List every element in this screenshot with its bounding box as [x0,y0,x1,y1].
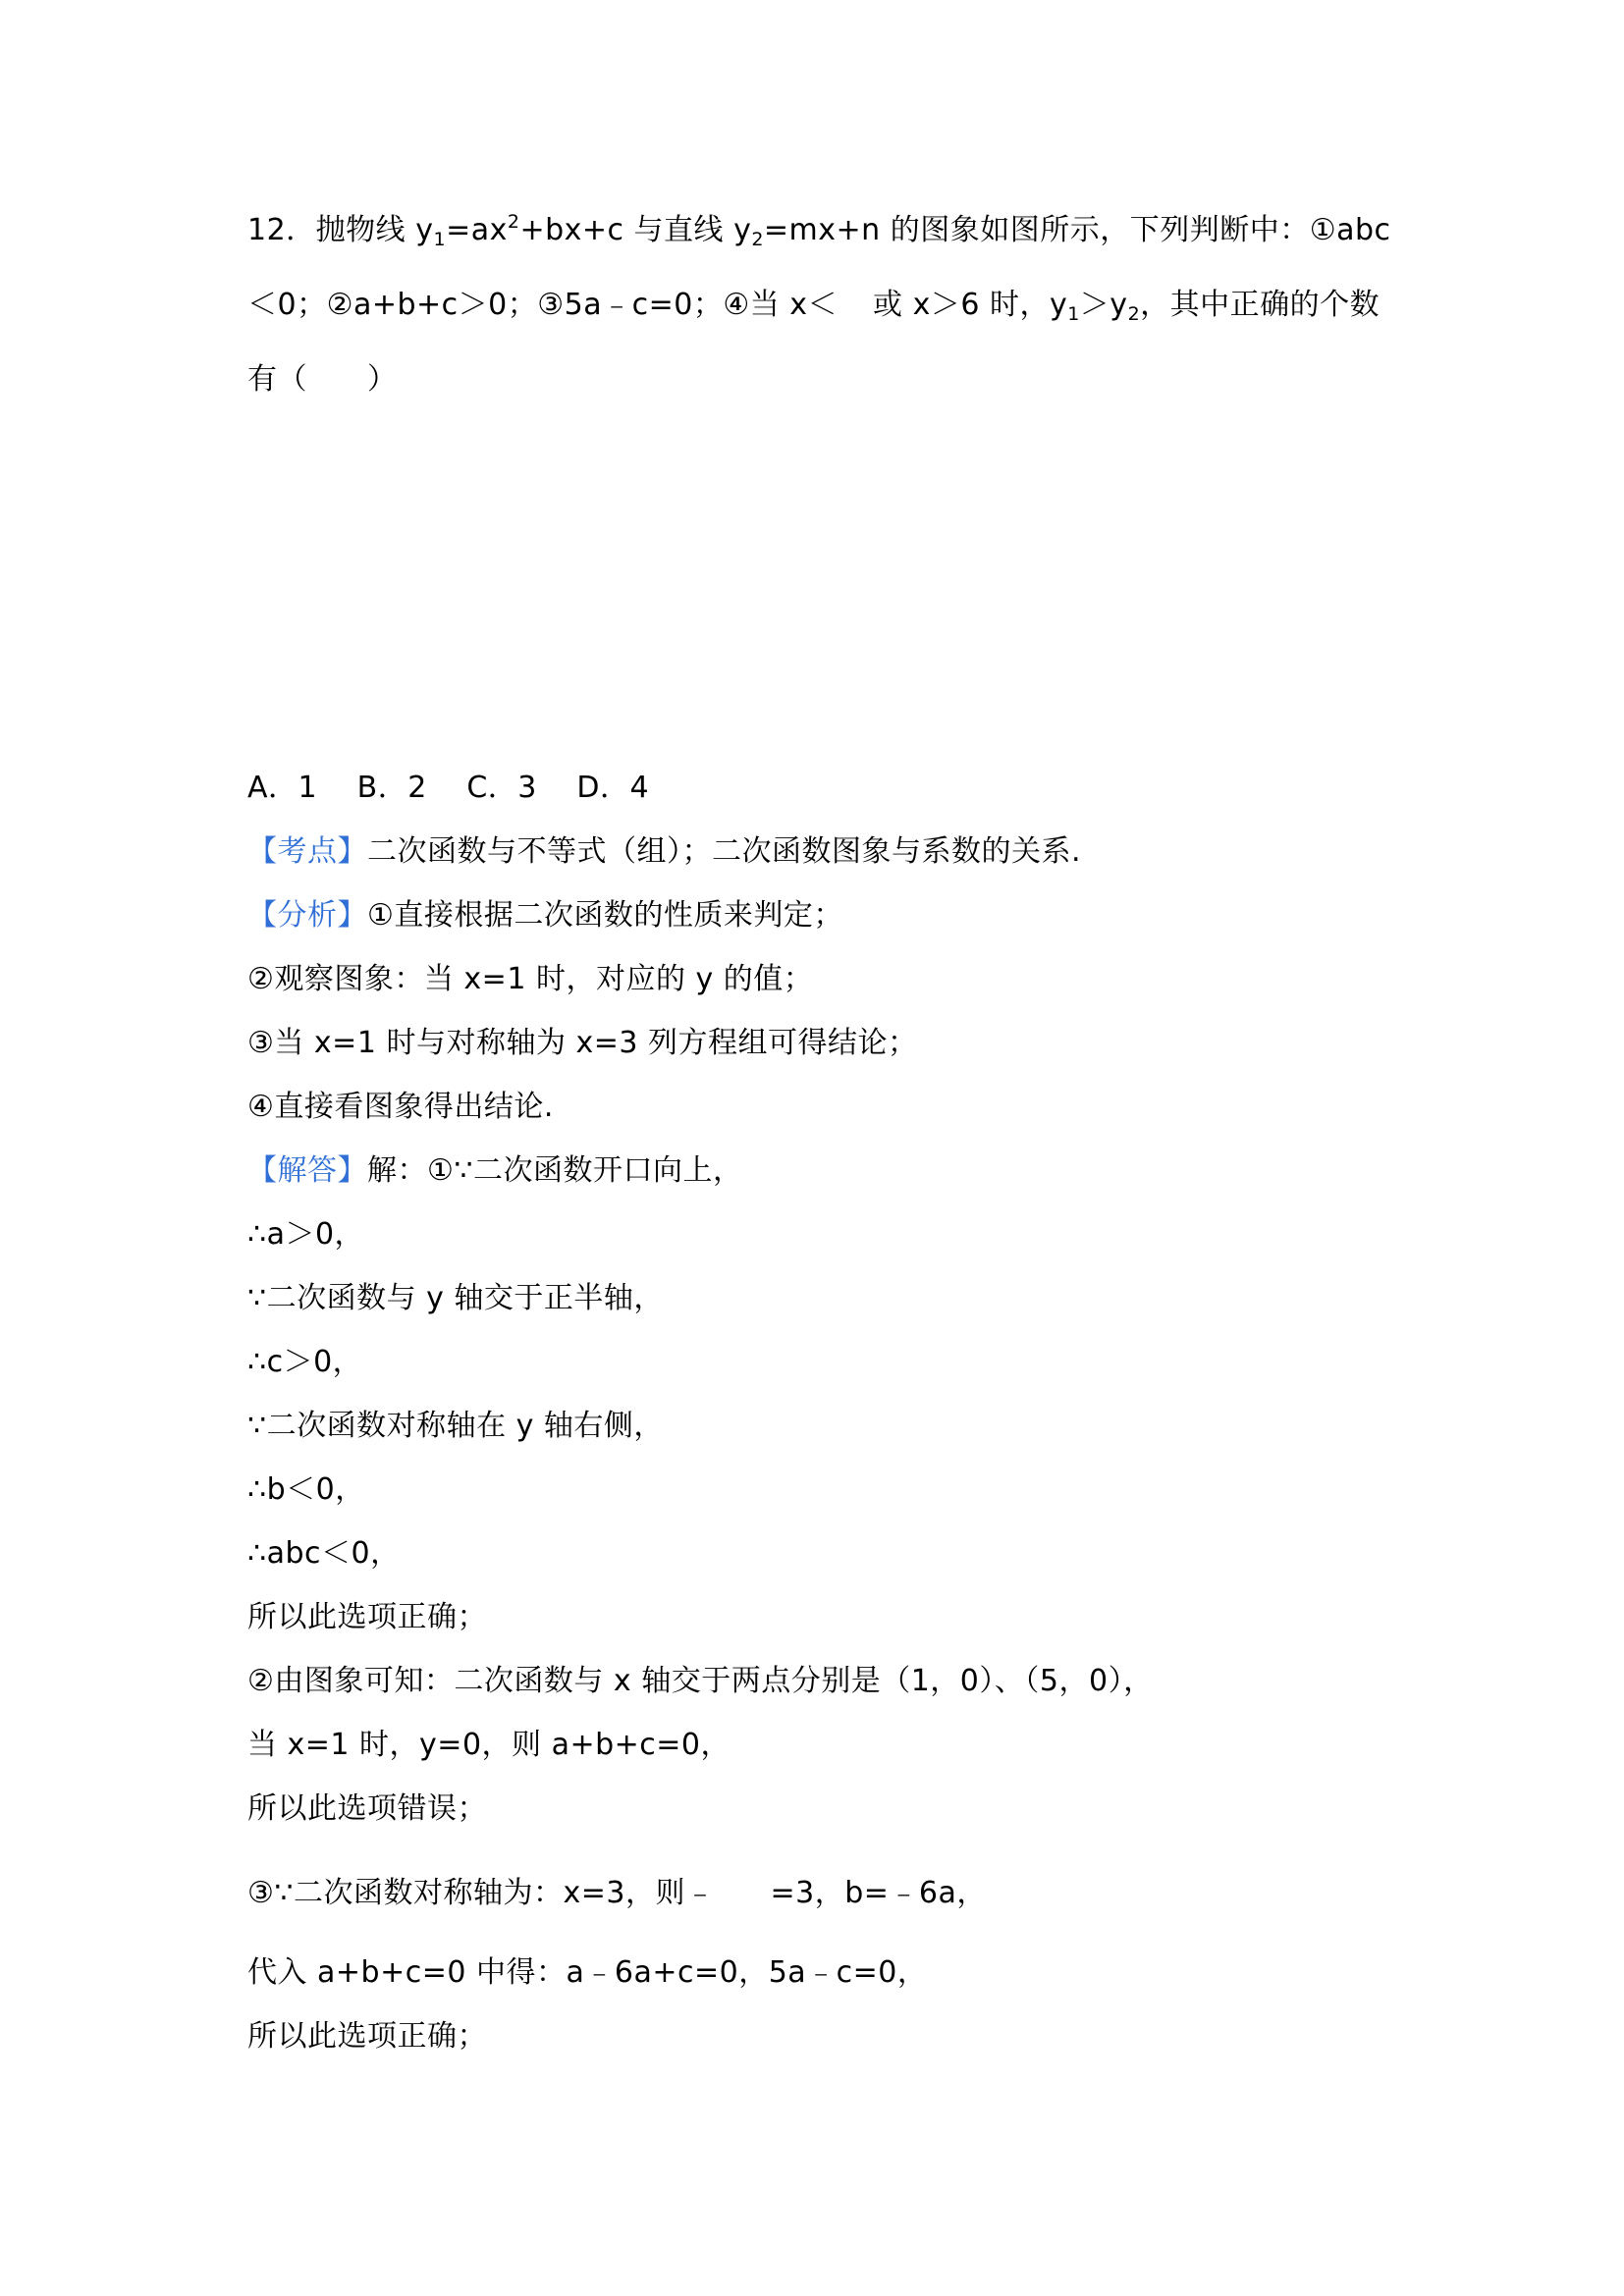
jieda-line-13: 代入 a+b+c=0 中得：a﹣6a+c=0，5a﹣c=0， [247,1955,928,1990]
jieda-text: ③∵二次函数对称轴为：x=3，则﹣ [247,1876,716,1910]
answer-options: A．1 B．2 C．3 D．4 [247,771,650,805]
fenxi-line-4: ④直接看图象得出结论. [247,1090,554,1124]
kaodian-text: 二次函数与不等式（组）；二次函数图象与系数的关系. [367,834,1082,869]
jieda-tag: 【解答】 [247,1153,367,1188]
jieda-line-3: ∵二次函数与 y 轴交于正半轴， [247,1281,664,1315]
question-text: 或 x＞6 时，y [873,288,1068,322]
jieda-text: 解：①∵二次函数开口向上， [367,1153,743,1188]
fenxi-line [247,896,843,935]
subscript: 2 [751,229,764,250]
jieda-line-6: ∴b＜0， [247,1472,365,1507]
jieda-line-11: 所以此选项错误； [247,1791,487,1826]
jieda-line-10: 当 x=1 时，y=0，则 a+b+c=0， [247,1728,731,1762]
jieda-line-12 [247,1874,987,1913]
kaodian-line [247,832,1081,872]
subscript: 1 [433,229,447,250]
fenxi-line-2: ②观察图象：当 x=1 时，对应的 y 的值； [247,962,814,996]
question-text: =ax [446,213,508,247]
question-text: 12．抛物线 y [247,213,434,247]
jieda-line-14: 所以此选项正确； [247,2019,487,2054]
question-line-2 [247,286,1380,325]
subscript: 2 [1127,303,1141,325]
question-text: ，其中正确的个数 [1140,288,1380,322]
jieda-text: =3，b=﹣6a， [770,1876,987,1910]
question-text: ＞y [1079,288,1128,322]
jieda-line-8: 所以此选项正确； [247,1600,487,1634]
question-text: +bx+c 与直线 y [519,213,752,247]
subscript: 1 [1067,303,1080,325]
question-text: =mx+n 的图象如图所示，下列判断中：①abc [763,213,1391,247]
fenxi-text: ①直接根据二次函数的性质来判定； [367,898,843,933]
jieda-line-4: ∴c＞0， [247,1345,363,1379]
jieda-line [247,1151,742,1191]
fenxi-tag: 【分析】 [247,898,367,933]
question-line-1 [247,211,1391,250]
question-text: ＜0；②a+b+c＞0；③5a﹣c=0；④当 x＜ [247,288,839,322]
jieda-line-7: ∴abc＜0， [247,1536,401,1571]
jieda-line-5: ∵二次函数对称轴在 y 轴右侧， [247,1409,664,1443]
fenxi-line-3: ③当 x=1 时与对称轴为 x=3 列方程组可得结论； [247,1026,918,1060]
question-line-3: 有（ ） [247,362,398,397]
kaodian-tag: 【考点】 [247,834,367,869]
superscript: 2 [507,211,520,233]
jieda-line-9: ②由图象可知：二次函数与 x 轴交于两点分别是（1，0）、（5，0）， [247,1664,1154,1698]
jieda-line-2: ∴a＞0， [247,1217,365,1252]
